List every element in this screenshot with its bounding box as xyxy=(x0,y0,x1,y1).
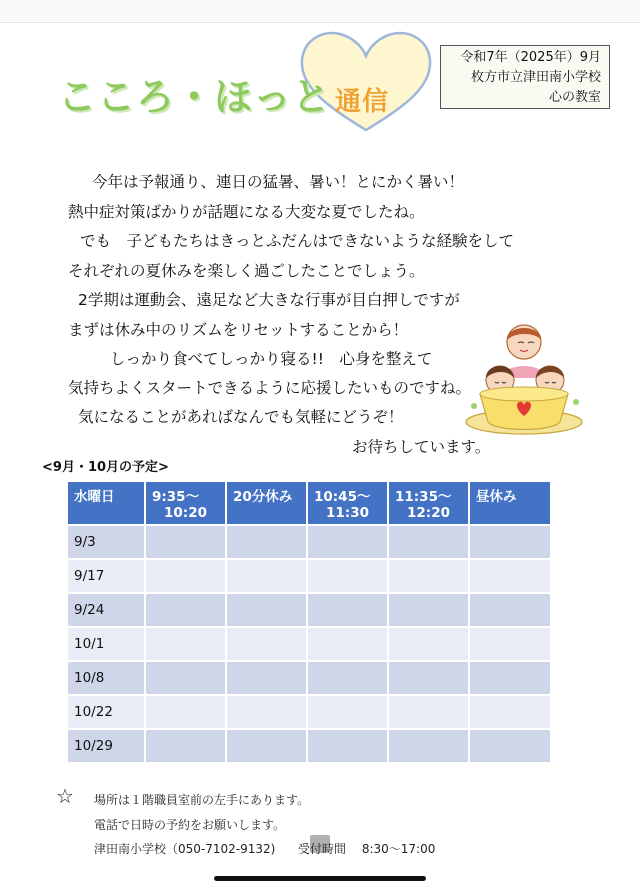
slot-cell xyxy=(388,525,469,559)
issue-date: 令和7年（2025年）9月 xyxy=(460,50,601,65)
header-period-3: 11:35～ 12:20 xyxy=(388,481,469,525)
date-cell: 9/17 xyxy=(67,559,145,593)
message-line: 2学期は運動会、遠足など大きな行事が目白押しですが xyxy=(78,291,460,309)
school-phone: 津田南小学校（050-7102-9132) xyxy=(94,842,276,856)
table-row xyxy=(67,661,551,695)
date-cell: 9/24 xyxy=(67,593,145,627)
slot-cell xyxy=(145,627,226,661)
table-row xyxy=(67,695,551,729)
header-period-2: 10:45～ 11:30 xyxy=(307,481,388,525)
date-cell: 10/1 xyxy=(67,627,145,661)
slot-cell xyxy=(307,559,388,593)
slot-cell xyxy=(388,661,469,695)
issue-info-box xyxy=(440,45,610,109)
title-main: こころ・ほっと xyxy=(58,75,332,119)
slot-cell xyxy=(307,593,388,627)
table-row xyxy=(67,729,551,763)
slot-cell xyxy=(145,661,226,695)
table-row xyxy=(67,559,551,593)
reception-hours: 受付時間 8:30～17:00 xyxy=(298,842,436,856)
message-line: 熱中症対策ばかりが話題になる大変な夏でしたね。 xyxy=(68,203,425,221)
slot-cell xyxy=(226,593,307,627)
message-line: しっかり食べてしっかり寝る!! 心身を整えて xyxy=(110,350,433,368)
location-note: 場所は１階職員室前の左手にあります。 xyxy=(94,793,310,807)
slot-cell xyxy=(226,525,307,559)
slot-cell xyxy=(307,729,388,763)
slot-cell xyxy=(226,661,307,695)
slot-cell xyxy=(145,559,226,593)
reservation-note: 電話で日時の予約をお願いします。 xyxy=(94,818,286,832)
slot-cell xyxy=(469,627,551,661)
slot-cell xyxy=(388,593,469,627)
star-icon: ☆ xyxy=(56,784,74,808)
message-closing: お待ちしています。 xyxy=(352,438,491,456)
table-row xyxy=(67,593,551,627)
slot-cell xyxy=(307,525,388,559)
slot-cell xyxy=(388,559,469,593)
slot-cell xyxy=(388,695,469,729)
home-indicator[interactable] xyxy=(214,876,426,881)
message-line: まずは休み中のリズムをリセットすることから！ xyxy=(68,321,409,339)
header-lunch-break: 昼休み xyxy=(469,481,551,525)
slot-cell xyxy=(307,661,388,695)
slot-cell xyxy=(307,627,388,661)
slot-cell xyxy=(145,525,226,559)
slot-cell xyxy=(469,593,551,627)
slot-cell xyxy=(226,695,307,729)
date-cell: 9/3 xyxy=(67,525,145,559)
slot-cell xyxy=(469,661,551,695)
header-break-20min: 20分休み xyxy=(226,481,307,525)
slot-cell xyxy=(469,559,551,593)
message-line: でも 子どもたちはきっとふだんはできないような経験をして xyxy=(80,232,515,250)
table-row xyxy=(67,627,551,661)
slot-cell xyxy=(145,593,226,627)
slot-cell xyxy=(388,627,469,661)
schedule-table xyxy=(66,480,552,764)
school-name: 枚方市立津田南小学校 xyxy=(470,70,601,85)
header-period-1: 9:35～ 10:20 xyxy=(145,481,226,525)
message-line: 気持ちよくスタートできるように応援したいものですね。 xyxy=(68,379,472,397)
slot-cell xyxy=(145,729,226,763)
slot-cell xyxy=(145,695,226,729)
header-weekday: 水曜日 xyxy=(67,481,145,525)
message-line: 気になることがあればなんでも気軽にどうぞ！ xyxy=(78,408,404,426)
family-illustration xyxy=(462,318,588,444)
top-bar xyxy=(0,0,640,23)
slot-cell xyxy=(469,525,551,559)
slot-cell xyxy=(469,729,551,763)
date-cell: 10/8 xyxy=(67,661,145,695)
slot-cell xyxy=(226,729,307,763)
slot-cell xyxy=(226,559,307,593)
slot-cell xyxy=(388,729,469,763)
message-line: それぞれの夏休みを楽しく過ごしたことでしょう。 xyxy=(68,262,425,280)
slot-cell xyxy=(307,695,388,729)
slot-cell xyxy=(226,627,307,661)
slot-cell xyxy=(469,695,551,729)
date-cell: 10/29 xyxy=(67,729,145,763)
schedule-label: <9月・10月の予定> xyxy=(42,460,169,475)
message-line: 今年は予報通り、連日の猛暑、暑い！とにかく暑い！ xyxy=(92,173,465,191)
newsletter-title xyxy=(58,66,389,121)
title-sub: 通信 xyxy=(335,87,390,117)
date-cell: 10/22 xyxy=(67,695,145,729)
table-header-row xyxy=(67,481,551,525)
table-row xyxy=(67,525,551,559)
room-name: 心の教室 xyxy=(548,90,601,105)
